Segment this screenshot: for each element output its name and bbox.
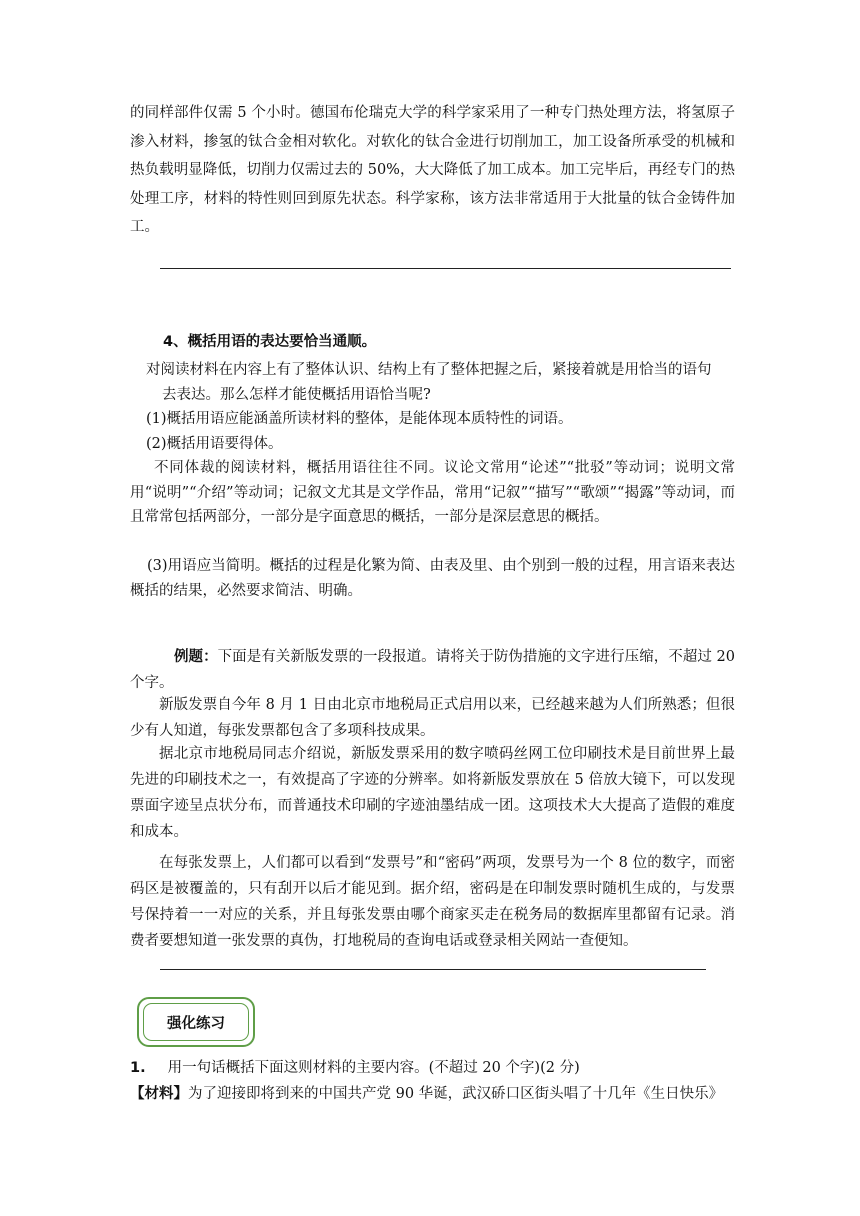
- point-1: (1)概括用语应能涵盖所读材料的整体，是能体现本质特性的词语。: [146, 411, 573, 427]
- example-paragraph-1: 新版发票自今年 8 月 1 日由北京市地税局正式启用以来，已经越来越为人们所熟悉；但很少有人知道，每张发票都包含了多项科技成果。: [130, 697, 735, 739]
- point-3: (3)用语应当简明。概括的过程是化繁为简、由表及里、由个别到一般的过程，用言语来表达概括的结果，必然要求简洁、明确。: [130, 558, 735, 599]
- example-prompt-text: 下面是有关新版发票的一段报道。请将关于防伪措施的文字进行压缩，不超过 20 个字。: [130, 649, 736, 691]
- material-text: 为了迎接即将到来的中国共产党 90 华诞，武汉硚口区街头唱了十几年《生日快乐》: [188, 1086, 724, 1102]
- top-paragraph: 的同样部件仅需 5 个小时。德国布伦瑞克大学的科学家采用了一种专门热处理方法，将氢原子渗入材料，掺氢的钛合金相对软化。对软化的钛合金进行切削加工，加工设备所承受的机械和热负载明显降低，切削力仅需过去的 50%，大大降低了加工成本。加工完毕后，再经专门的热处理工序，材料的特性则回到原先状态。科学家称，该方法非常适用于大批量的钛合金铸件加工。: [130, 105, 735, 235]
- point-2-detail: 不同体裁的阅读材料，概括用语往往不同。议论文常用“论述”“批驳”等动词；说明文常用“说明”“介绍”等动词；记叙文尤其是文学作品，常用“记叙”“描写”“歌颂”“揭露”等动词，而且常常包括两部分，一部分是字面意思的概括，一部分是深层意思的概括。: [130, 460, 735, 525]
- example-label: 例题：: [174, 649, 218, 665]
- answer-line: [160, 268, 731, 269]
- example-paragraph-2: 据北京市地税局同志介绍说，新版发票采用的数字喷码丝网工位印刷技术是目前世界上最先进的印刷技术之一，有效提高了字迹的分辨率。如将新版发票放在 5 倍放大镜下，可以发现票面字迹呈点状分布，而普通技术印刷的字迹油墨结成一团。这项技术大大提高了造假的难度和成本。: [130, 746, 735, 840]
- intro-line-2: 去表达。那么怎样才能使概括用语恰当呢?: [162, 387, 431, 403]
- practice-badge: [137, 997, 255, 1047]
- material-line: [130, 1082, 723, 1106]
- practice-badge-label: 强化练习: [143, 1003, 249, 1041]
- question-number: 1.: [130, 1060, 146, 1076]
- example-prompt: [130, 644, 735, 696]
- point-2: (2)概括用语要得体。: [146, 436, 283, 452]
- intro-line-1: 对阅读材料在内容上有了整体认识、结构上有了整体把握之后，紧接着就是用恰当的语句: [146, 362, 712, 378]
- section-heading: 4、概括用语的表达要恰当通顺。: [163, 334, 377, 350]
- question-1: [130, 1056, 580, 1080]
- material-label: 【材料】: [130, 1086, 188, 1102]
- answer-line: [160, 969, 706, 970]
- question-text: 用一句话概括下面这则材料的主要内容。(不超过 20 个字)(2 分): [167, 1060, 580, 1076]
- example-paragraph-3: 在每张发票上，人们都可以看到“发票号”和“密码”两项，发票号为一个 8 位的数字，而密码区是被覆盖的，只有刮开以后才能见到。据介绍，密码是在印制发票时随机生成的，与发票号保持着一一对应的关系，并且每张发票由哪个商家买走在税务局的数据库里都留有记录。消费者要想知道一张发票的真伪，打地税局的查询电话或登录相关网站一查便知。: [130, 855, 735, 949]
